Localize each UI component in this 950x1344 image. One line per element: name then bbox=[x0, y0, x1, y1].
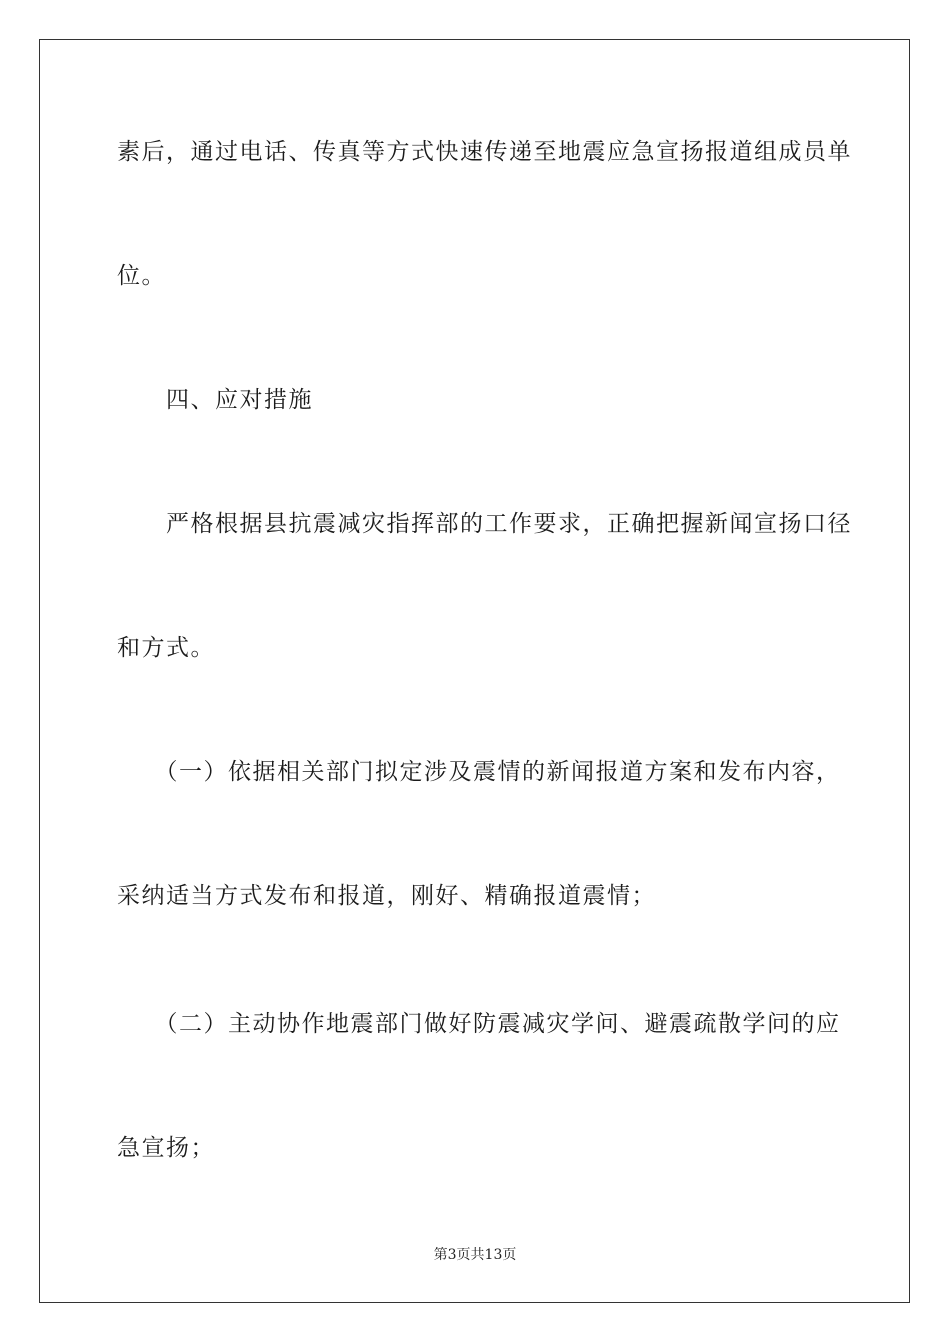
body-text-line: 素后，通过电话、传真等方式快速传递至地震应急宣扬报道组成员单 bbox=[117, 139, 852, 165]
body-text-line: （二）主动协作地震部门做好防震减灾学问、避震疏散学问的应 bbox=[117, 1011, 841, 1037]
page-footer bbox=[0, 1246, 950, 1264]
body-text-line: 位。 bbox=[117, 263, 166, 289]
body-text-line: 和方式。 bbox=[117, 635, 215, 661]
page-border bbox=[39, 39, 910, 1303]
page-number: 第3页 bbox=[433, 1247, 471, 1263]
body-text-line: 急宣扬； bbox=[117, 1135, 215, 1161]
body-text-line: 采纳适当方式发布和报道，刚好、精确报道震情； bbox=[117, 883, 656, 909]
body-text-line: （一）依据相关部门拟定涉及震情的新闻报道方案和发布内容， bbox=[117, 759, 841, 785]
body-text-line: 严格根据县抗震减灾指挥部的工作要求，正确把握新闻宣扬口径 bbox=[117, 511, 852, 537]
section-heading: 四、应对措施 bbox=[117, 387, 313, 413]
page-total: 共13页 bbox=[470, 1247, 517, 1263]
